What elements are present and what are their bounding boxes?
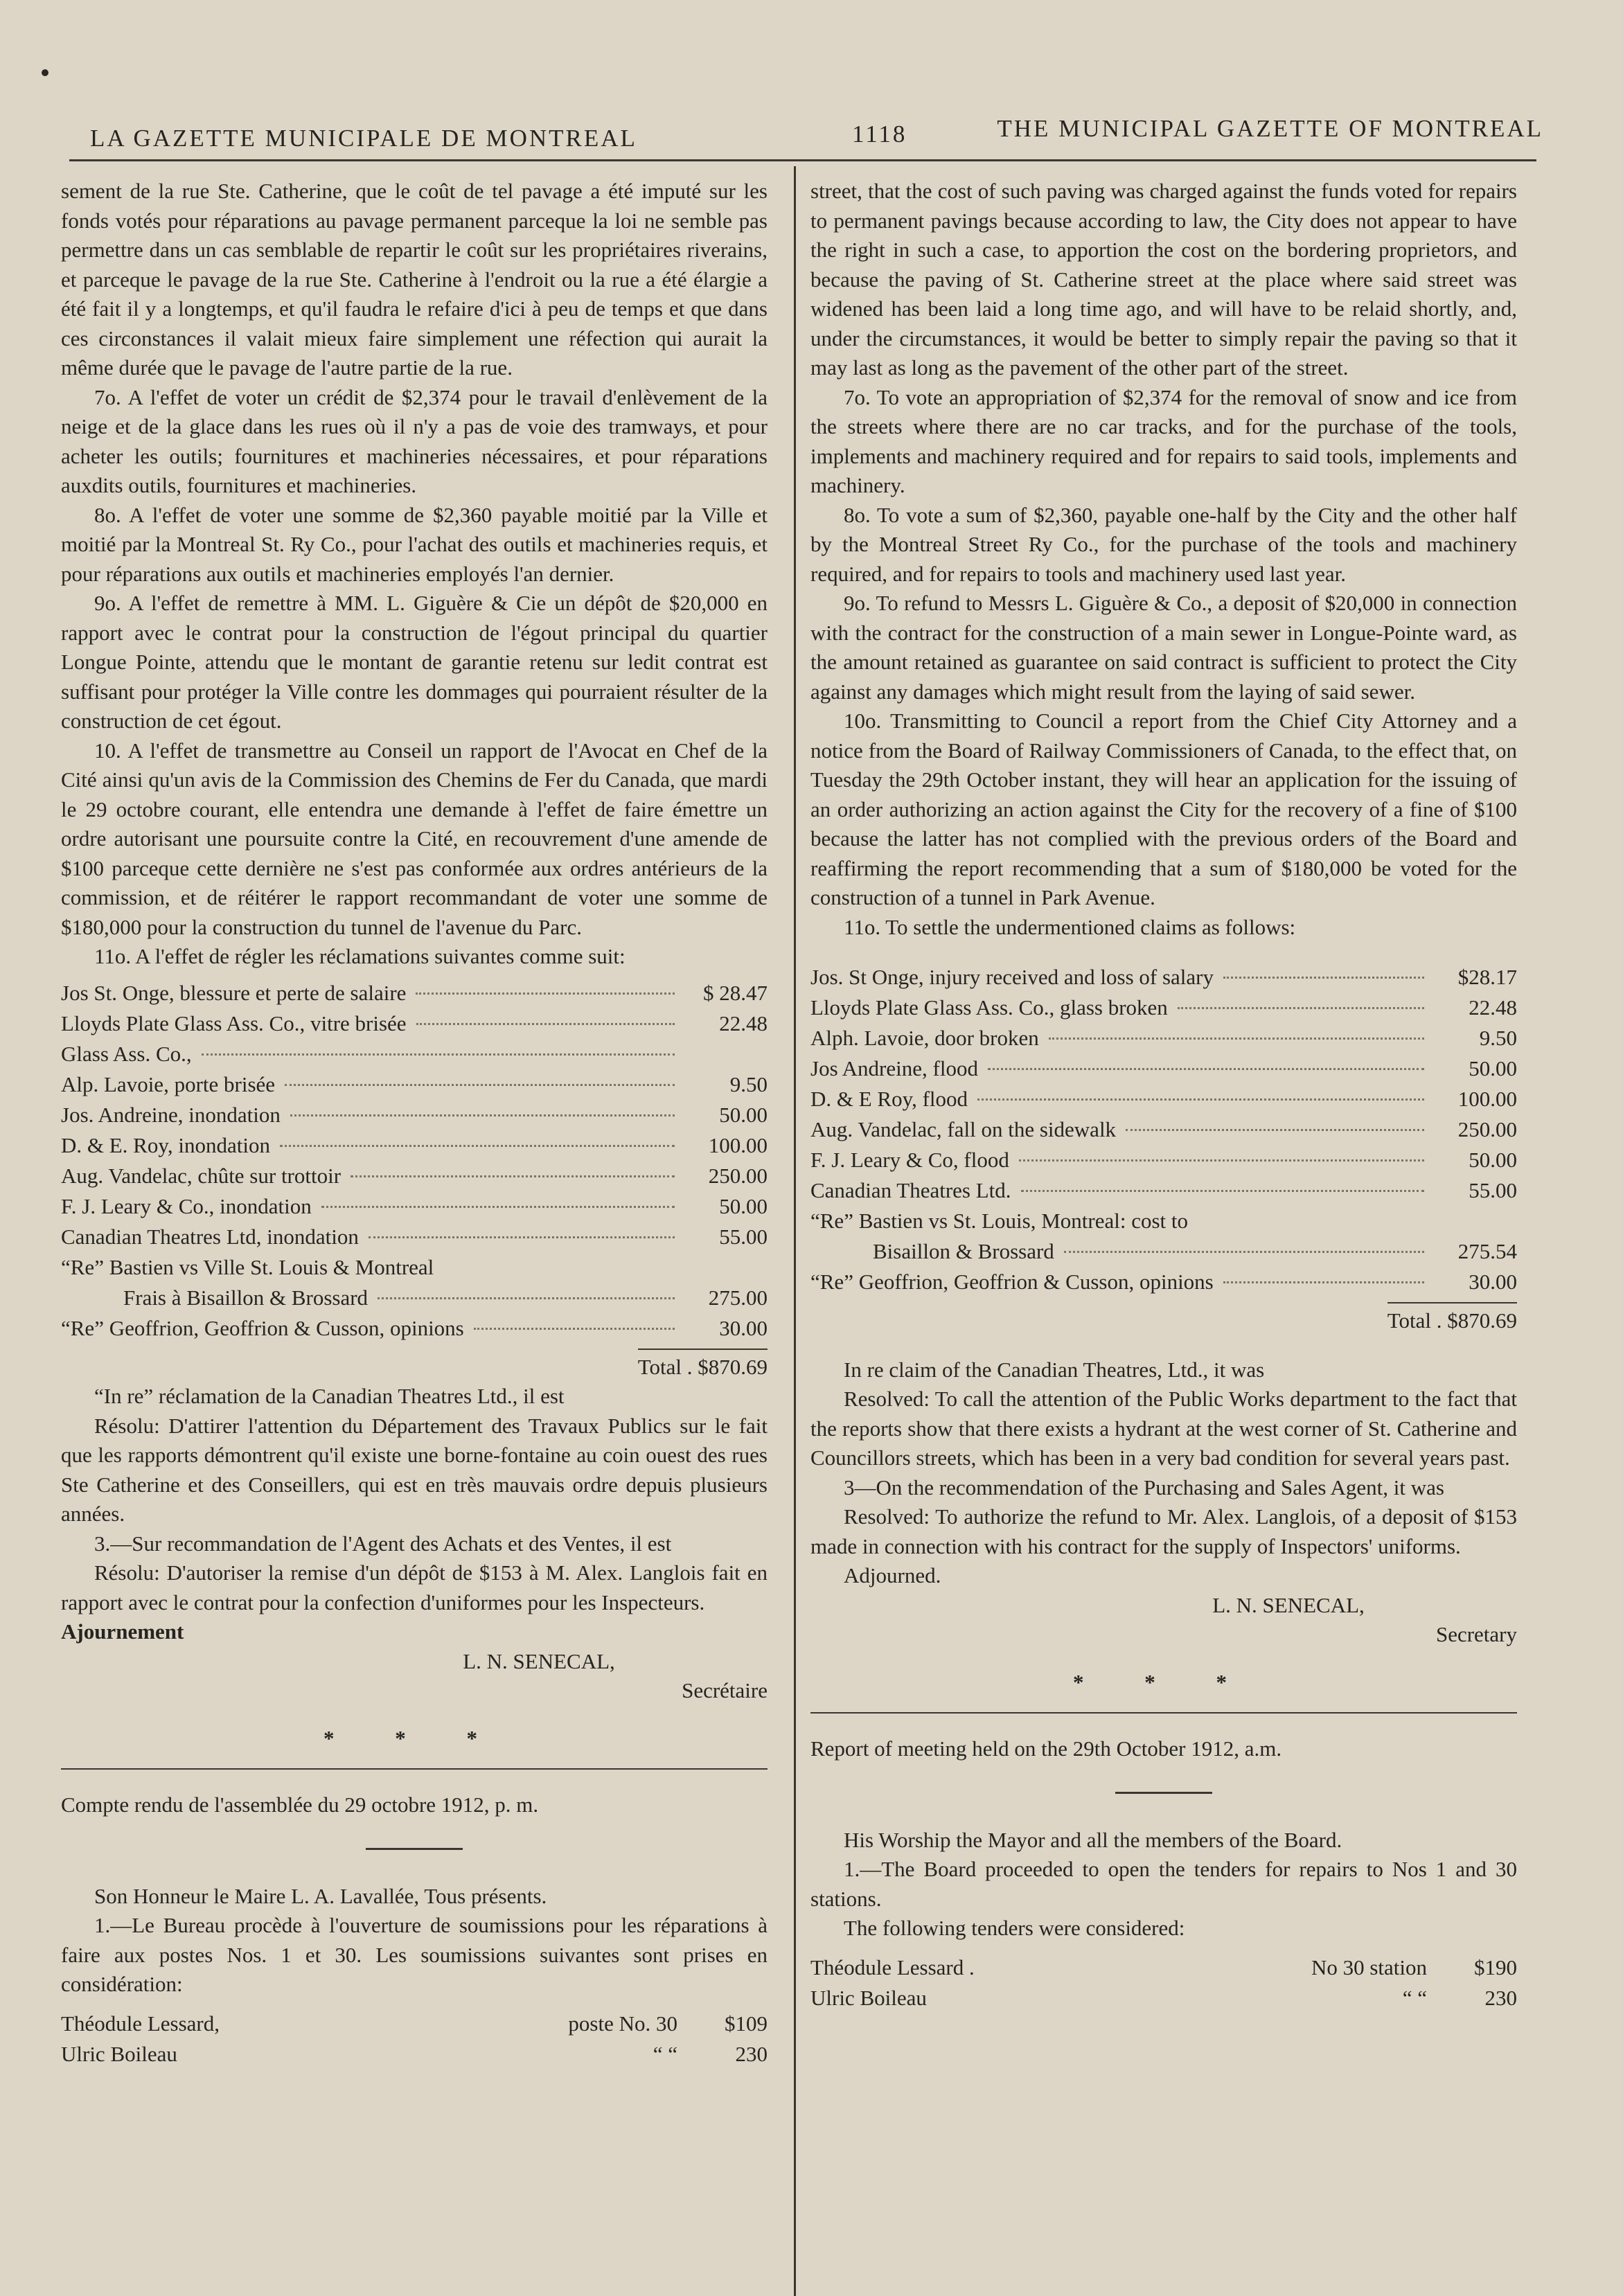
french-column — [61, 177, 768, 2275]
claim-amount: $28.17 — [1457, 965, 1517, 989]
claim-row — [61, 1040, 768, 1070]
claim-row — [61, 1101, 768, 1131]
tender-row — [61, 2040, 768, 2070]
claim-amount: 250.00 — [708, 1163, 768, 1188]
claim-label: Glass Ass. Co., — [61, 1041, 192, 1066]
claim-label: F. J. Leary & Co., inondation — [61, 1193, 312, 1218]
claim-label: D. & E. Roy, inondation — [61, 1132, 270, 1157]
claim-amount: 22.48 — [1469, 995, 1517, 1020]
tender-station: No 30 station — [1311, 1955, 1427, 1979]
paragraph-resolu-1: Résolu: D'attirer l'attention du Département des Travaux Publics sur le fait que les rapports démontrent qu'il existe une borne-fontaine au coin ouest des rues Ste Catherine et des Conseillers, qui est en très mauvais ordre depuis plusieurs années. — [61, 1413, 768, 1526]
claims-total — [61, 1349, 768, 1382]
signature-name: L. N. SENECAL, — [463, 1648, 615, 1673]
claim-row — [810, 1267, 1517, 1298]
claim-label: Lloyds Plate Glass Ass. Co., vitre brisée — [61, 1011, 407, 1035]
claim-row — [810, 1207, 1517, 1237]
paragraph-resolu-2: Résolu: D'autoriser la remise d'un dépôt de $153 à M. Alex. Langlois fait en rapport avec le contrat pour la confection d'uniformes pour les Inspecteurs. — [61, 1560, 768, 1614]
paragraph-8: 8o. A l'effet de voter une somme de $2,360 payable moitié par la Ville et moitié par la Montreal St. Ry Co., pour l'achat des outils et machineries requis, et pour réparations aux outils et machineries employés l'an dernier. — [61, 502, 768, 586]
claim-row — [61, 979, 768, 1009]
claim-label: Frais à Bisaillon & Brossard — [123, 1285, 369, 1310]
tender-row — [810, 1953, 1517, 1984]
claim-row — [61, 1283, 768, 1314]
claim-amount: 55.00 — [1469, 1178, 1517, 1202]
short-rule — [366, 1848, 463, 1850]
total-text: Total . $870.69 — [638, 1349, 768, 1382]
signature-title: Secretary — [1435, 1622, 1517, 1646]
claim-label: “Re” Geoffrion, Geoffrion & Cusson, opinions — [810, 1270, 1214, 1294]
paragraph-10: 10o. Transmitting to Council a report from the Chief City Attorney and a notice from the Board of Railway Commissioners of Canada, to the effect that, on Tuesday the 29th October instant, they will hear an application for the issuing of an order authorizing an action against the City for the recovery of a fine of $100 because the latter has not complied with the previous orders of the Board and reaffirming the report recommending that a sum of $180,000 be voted for the construction of a tunnel in Park Avenue. — [810, 709, 1517, 909]
paragraph-7: 7o. A l'effet de voter un crédit de $2,374 pour le travail d'enlèvement de la neige et de la glace dans les rues où il n'y a pas de voie des tramways, et pour acheter les outils; fournitures et machineries nécessaires, et pour réparations auxdits outils, fournitures et machineries. — [61, 384, 768, 497]
column-divider — [794, 166, 796, 2296]
tender-amount: $109 — [725, 2011, 768, 2036]
claim-row — [810, 1085, 1517, 1115]
claim-label: Bisaillon & Brossard — [873, 1239, 1054, 1263]
short-rule — [1115, 1792, 1212, 1794]
paragraph-7: 7o. To vote an appropriation of $2,374 for the removal of snow and ice from the streets where there are no car tracks, and for the purchase of the tools, implements and machinery required and for repairs to said tools, implements and machinery. — [810, 384, 1517, 497]
page-number: 1118 — [852, 121, 907, 148]
report-title: Report of meeting held on the 29th October 1912, a.m. — [810, 1736, 1282, 1761]
report-title: Compte rendu de l'assemblée du 29 octobre 1912, p. m. — [61, 1792, 539, 1817]
claim-label: Alph. Lavoie, door broken — [810, 1026, 1039, 1050]
claim-amount: 275.00 — [708, 1285, 768, 1310]
tender-amount: 230 — [735, 2041, 768, 2066]
claim-amount: 9.50 — [1479, 1026, 1517, 1050]
paragraph-resolved-2: Resolved: To authorize the refund to Mr. Alex. Langlois, of a deposit of $153 made in connection with his contract for the supply of Inspectors' uniforms. — [810, 1504, 1517, 1558]
claim-row — [810, 1176, 1517, 1207]
paragraph-11: 11o. A l'effet de régler les réclamations suivantes comme suit: — [94, 944, 626, 968]
claim-row — [61, 1070, 768, 1101]
present-line: Son Honneur le Maire L. A. Lavallée, Tous présents. — [94, 1883, 547, 1908]
claim-row — [810, 1115, 1517, 1146]
claim-amount: 55.00 — [719, 1224, 768, 1249]
tender-row — [61, 2009, 768, 2040]
paragraph-8: 8o. To vote a sum of $2,360, payable one-half by the City and the other half by the Montreal Street Ry Co., for the purchase of the tools and machinery required, and for repairs to tools and machinery used last year. — [810, 502, 1517, 586]
claim-row — [61, 1314, 768, 1344]
claim-amount: 100.00 — [1457, 1087, 1517, 1111]
claim-amount: 275.54 — [1457, 1239, 1517, 1263]
paragraph-intro: street, that the cost of such paving was charged against the funds voted for repairs to permanent pavings because according to law, the City does not appear to have the right in such a case, to apportion the cost on the bordering proprietors, and because the paving of St. Catherine street at the place where said street was widened has been laid a long time ago, and will have to be relaid shortly, and, under the circumstances, it would be better to simply repair the paving so that it may last as long as the pavement of the other part of the street. — [810, 179, 1517, 380]
claim-label: Canadian Theatres Ltd, inondation — [61, 1224, 359, 1249]
adjournment: Ajournement — [61, 1619, 184, 1644]
paragraph-in-re: “In re” réclamation de la Canadian Theatres Ltd., il est — [94, 1384, 565, 1408]
claim-amount: 50.00 — [719, 1193, 768, 1218]
paragraph-9: 9o. To refund to Messrs L. Giguère & Co., a deposit of $20,000 in connection with the contract for the construction of a main sewer in Longue-Pointe ward, as the amount retained as guarantee on said contract is sufficient to protect the City against any damages which might result from the laying of said sewer. — [810, 591, 1517, 704]
paragraph-9: 9o. A l'effet de remettre à MM. L. Giguère & Cie un dépôt de $20,000 en rapport avec le contrat pour la construction de l'égout principal du quartier Longue Pointe, attendu que le montant de garantie retenu sur ledit contrat est suffisant pour protéger la Ville contre les dommages qui pourraient résulter de la construction de cet égout. — [61, 591, 768, 733]
claim-amount: 100.00 — [708, 1132, 768, 1157]
tender-name: Ulric Boileau — [61, 2041, 177, 2066]
claim-label: D. & E Roy, flood — [810, 1087, 968, 1111]
claim-row — [810, 1146, 1517, 1176]
section-rule — [61, 1768, 768, 1770]
claim-row — [61, 1253, 768, 1283]
claim-label: Jos. Andreine, inondation — [61, 1102, 281, 1127]
claims-list — [810, 963, 1517, 1298]
tender-amount: 230 — [1484, 1985, 1517, 2010]
claim-amount: 50.00 — [719, 1102, 768, 1127]
paragraph-intro: sement de la rue Ste. Catherine, que le coût de tel pavage a été imputé sur les fonds votés pour réparations au pavage permanent parceque la loi ne semble pas permettre dans un cas semblable de repartir le coût sur les propriétaires riverains, et parceque le pavage de la rue Ste. Catherine à l'endroit ou la rue a été élargie a été fait il y a longtemps, et qu'il faudra le refaire d'ici à peu de temps et que dans ces circonstances il valait mieux faire simplement une réfection qui aurait la même durée que le pavage de l'autre partie de la rue. — [61, 179, 768, 380]
printed-dot — [42, 69, 48, 76]
claim-label: Jos Andreine, flood — [810, 1056, 978, 1080]
tender-station: “ “ — [653, 2041, 677, 2066]
header-rule — [69, 159, 1536, 161]
claim-row — [61, 1131, 768, 1162]
claim-row — [810, 1024, 1517, 1054]
english-column — [810, 177, 1517, 2275]
paragraph-3: 3—On the recommendation of the Purchasing and Sales Agent, it was — [844, 1475, 1444, 1499]
claim-label: Canadian Theatres Ltd. — [810, 1178, 1011, 1202]
claims-list — [61, 979, 768, 1344]
claim-amount: $ 28.47 — [703, 980, 768, 1005]
tender-station: “ “ — [1402, 1985, 1427, 2010]
header-title-fr: LA GAZETTE MUNICIPALE DE MONTREAL — [90, 125, 637, 152]
claim-label: “Re” Bastien vs St. Louis, Montreal: cost to — [810, 1209, 1189, 1233]
claim-amount: 30.00 — [1469, 1270, 1517, 1294]
paragraph-11: 11o. To settle the undermentioned claims as follows: — [844, 914, 1296, 939]
total-text: Total . $870.69 — [1387, 1302, 1517, 1336]
paragraph-3: 3.—Sur recommandation de l'Agent des Achats et des Ventes, il est — [94, 1531, 672, 1556]
claim-row — [61, 1222, 768, 1253]
claim-label: “Re” Bastien vs Ville St. Louis & Montreal — [61, 1254, 434, 1279]
claim-label: Jos St. Onge, blessure et perte de salaire — [61, 980, 407, 1005]
page-header — [69, 111, 1543, 159]
claim-amount: 50.00 — [1469, 1056, 1517, 1080]
paragraph-1: 1.—Le Bureau procède à l'ouverture de soumissions pour les réparations à faire aux postes Nos. 1 et 30. Les soumissions suivantes sont prises en considération: — [61, 1913, 768, 1996]
tender-row — [810, 1984, 1517, 2014]
claim-amount: 22.48 — [719, 1011, 768, 1035]
claim-row — [61, 1009, 768, 1040]
claim-row — [61, 1162, 768, 1192]
claim-amount: 250.00 — [1457, 1117, 1517, 1141]
claim-label: Alp. Lavoie, porte brisée — [61, 1071, 276, 1096]
claims-total — [810, 1302, 1517, 1336]
section-stars: * * * — [323, 1725, 505, 1750]
section-stars: * * * — [1073, 1669, 1254, 1694]
signature-name: L. N. SENECAL, — [1212, 1592, 1365, 1617]
tender-amount: $190 — [1474, 1955, 1517, 1979]
claim-amount: 9.50 — [729, 1071, 768, 1096]
claim-label: Aug. Vandelac, fall on the sidewalk — [810, 1117, 1117, 1141]
tender-station: poste No. 30 — [568, 2011, 677, 2036]
claim-label: “Re” Geoffrion, Geoffrion & Cusson, opinions — [61, 1315, 464, 1340]
paragraph-resolved-1: Resolved: To call the attention of the Public Works department to the fact that the reports show that there exists a hydrant at the west corner of St. Catherine and Councillors streets, which has been in a very bad condition for several years past. — [810, 1387, 1517, 1470]
claim-label: F. J. Leary & Co, flood — [810, 1148, 1009, 1172]
paragraph-10: 10. A l'effet de transmettre au Conseil un rapport de l'Avocat en Chef de la Cité ainsi qu'un avis de la Commission des Chemins de Fer du Canada, que mardi le 29 octobre courant, elle entendra une demande à l'effet de faire émettre un ordre autorisant une poursuite contre la Cité, en recouvrement d'une amende de $100 parceque cette dernière ne s'est pas conformée aux ordres antérieurs de la commission, et de réitérer le rapport recommandant de voter une somme de $180,000 pour la construction du tunnel de l'avenue du Parc. — [61, 738, 768, 939]
claim-amount: 30.00 — [719, 1315, 768, 1340]
header-title-en: THE MUNICIPAL GAZETTE OF MONTREAL — [997, 115, 1543, 142]
paragraph-in-re: In re claim of the Canadian Theatres, Ltd., it was — [844, 1357, 1265, 1382]
paragraph-1: 1.—The Board proceeded to open the tenders for repairs to Nos 1 and 30 stations. — [810, 1857, 1517, 1911]
adjournment: Adjourned. — [844, 1563, 941, 1587]
section-rule — [810, 1712, 1517, 1714]
tender-name: Théodule Lessard . — [810, 1955, 975, 1979]
claim-row — [61, 1192, 768, 1222]
claim-label: Lloyds Plate Glass Ass. Co., glass broken — [810, 995, 1168, 1020]
tender-name: Théodule Lessard, — [61, 2011, 220, 2036]
claim-amount: 50.00 — [1469, 1148, 1517, 1172]
claim-row — [810, 1054, 1517, 1085]
signature-title: Secrétaire — [682, 1678, 768, 1702]
claim-label: Aug. Vandelac, chûte sur trottoir — [61, 1163, 342, 1188]
claim-row — [810, 963, 1517, 993]
claim-row — [810, 993, 1517, 1024]
present-line: His Worship the Mayor and all the members of the Board. — [844, 1827, 1342, 1852]
tender-name: Ulric Boileau — [810, 1985, 927, 2010]
claim-row — [810, 1237, 1517, 1267]
paragraph-following: The following tenders were considered: — [844, 1916, 1185, 1940]
claim-label: Jos. St Onge, injury received and loss of salary — [810, 965, 1214, 989]
